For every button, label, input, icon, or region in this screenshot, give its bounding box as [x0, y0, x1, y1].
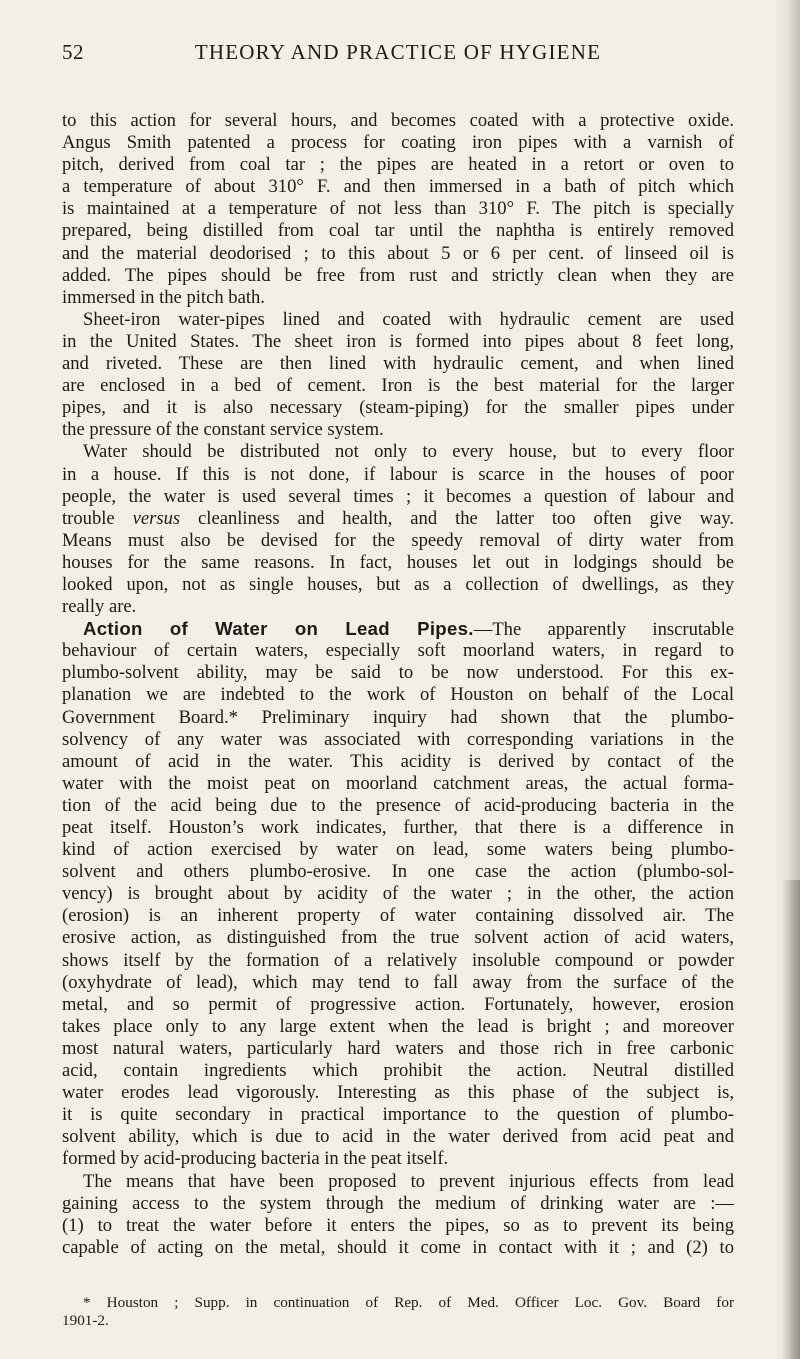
italic-word: versus	[132, 507, 181, 529]
text-line: Means must also be devised for the speedy removal of dirty water from	[62, 529, 734, 551]
page-number: 52	[62, 40, 84, 64]
section-heading: Action of Water on Lead Pipes.	[83, 618, 474, 640]
text-line: formed by acid-producing bacteria in the peat itself.	[62, 1148, 449, 1170]
text-line: Sheet-iron water-pipes lined and coated with hydraulic cement are used	[83, 308, 734, 330]
text-line: gaining access to the system through the medium of drinking water are :—	[62, 1192, 734, 1214]
footnote-line: 1901-2.	[62, 1312, 109, 1329]
text-line: (erosion) is an inherent property of water containing dissolved air. The	[62, 905, 734, 927]
text-line: Government Board.* Preliminary inquiry had shown that the plumbo-	[62, 706, 734, 728]
text-line	[62, 508, 734, 530]
text-line: water with the moist peat on moorland catchment areas, the actual forma-	[62, 772, 734, 794]
text-line: solvency of any water was associated with corresponding variations in the	[62, 728, 734, 750]
text-fragment: trouble	[62, 507, 133, 529]
text-line: acid, contain ingredients which prohibit the action. Neutral distilled	[62, 1060, 734, 1082]
text-line: water erodes lead vigorously. Interesting as this phase of the subject is,	[62, 1082, 734, 1104]
text-line: and the material deodorised ; to this about 5 or 6 per cent. of linseed oil is	[62, 242, 734, 264]
running-head: THEORY AND PRACTICE OF HYGIENE	[194, 40, 602, 64]
text-line: shows itself by the formation of a relatively insoluble compound or powder	[62, 949, 734, 971]
text-line: kind of action exercised by water on lead, some waters being plumbo-	[62, 839, 734, 861]
text-line: is maintained at a temperature of not less than 310° F. The pitch is specially	[62, 198, 734, 220]
text-line: The means that have been proposed to prevent injurious effects from lead	[83, 1170, 734, 1192]
text-line: most natural waters, particularly hard waters and those rich in free carbonic	[62, 1037, 734, 1059]
text-line: in a house. If this is not done, if labour is scarce in the houses of poor	[62, 463, 734, 485]
footnote	[62, 1294, 734, 1330]
text-line: vency) is brought about by acidity of the water ; in the other, the action	[62, 883, 734, 905]
text-line: prepared, being distilled from coal tar until the naphtha is entirely removed	[62, 220, 734, 242]
text-line: (1) to treat the water before it enters the pipes, so as to prevent its being	[62, 1214, 734, 1236]
page-header	[62, 40, 734, 74]
text-line: behaviour of certain waters, especially soft moorland waters, in regard to	[62, 640, 734, 662]
text-line: added. The pipes should be free from rust and strictly clean when they are	[62, 264, 734, 286]
text-line: immersed in the pitch bath.	[62, 286, 265, 308]
text-line: are enclosed in a bed of cement. Iron is the best material for the larger	[62, 375, 734, 397]
page-edge-shadow-lower	[782, 880, 800, 1359]
footnote-line: * Houston ; Supp. in continuation of Rep. of Med. Officer Loc. Gov. Board for	[83, 1294, 734, 1311]
text-line: it is quite secondary in practical importance to the question of plumbo-	[62, 1104, 734, 1126]
text-line	[62, 618, 734, 640]
text-line: peat itself. Houston’s work indicates, further, that there is a difference in	[62, 817, 734, 838]
text-line: capable of acting on the metal, should it come in contact with it ; and (2) to	[62, 1236, 734, 1258]
text-line: people, the water is used several times ; it becomes a question of labour and	[62, 485, 734, 507]
text-line: pitch, derived from coal tar ; the pipes are heated in a retort or oven to	[62, 154, 734, 176]
text-line: amount of acid in the water. This acidity is derived by contact of the	[62, 750, 734, 772]
text-line: solvent ability, which is due to acid in the water derived from acid peat and	[62, 1126, 734, 1148]
text-line: the pressure of the constant service system.	[62, 419, 384, 441]
text-line: tion of the acid being due to the presence of acid-producing bacteria in the	[62, 794, 734, 816]
text-line: takes place only to any large extent when the lead is bright ; and moreover	[62, 1015, 734, 1037]
text-fragment: —The apparently inscrutable	[473, 619, 735, 641]
text-line: a temperature of about 310° F. and then immersed in a bath of pitch which	[62, 176, 734, 198]
text-line: (oxyhydrate of lead), which may tend to fall away from the surface of the	[62, 971, 734, 993]
text-line: and riveted. These are then lined with hydraulic cement, and when lined	[62, 353, 734, 375]
text-line: metal, and so permit of progressive action. Fortunately, however, erosion	[62, 993, 734, 1015]
text-line: to this action for several hours, and becomes coated with a protective oxide.	[62, 110, 734, 131]
text-line: pipes, and it is also necessary (steam-piping) for the smaller pipes under	[62, 397, 734, 419]
text-line: in the United States. The sheet iron is formed into pipes about 8 feet long,	[62, 330, 734, 352]
text-fragment: cleanliness and health, and the latter too often give way.	[180, 507, 734, 529]
text-line: erosive action, as distinguished from the true solvent action of acid waters,	[62, 927, 734, 949]
text-line: Angus Smith patented a process for coating iron pipes with a varnish of	[62, 132, 734, 154]
body-text	[62, 110, 734, 1259]
text-line: houses for the same reasons. In fact, houses let out in lodgings should be	[62, 551, 734, 573]
text-line: planation we are indebted to the work of Houston on behalf of the Local	[62, 684, 734, 706]
text-line: plumbo-solvent ability, may be said to be now understood. For this ex-	[62, 662, 734, 684]
text-line: solvent and others plumbo-erosive. In one case the action (plumbo-sol-	[62, 861, 734, 883]
text-line: really are.	[62, 596, 137, 618]
text-line: Water should be distributed not only to every house, but to every floor	[83, 441, 734, 463]
text-line: looked upon, not as single houses, but as a collection of dwellings, as they	[62, 573, 734, 595]
